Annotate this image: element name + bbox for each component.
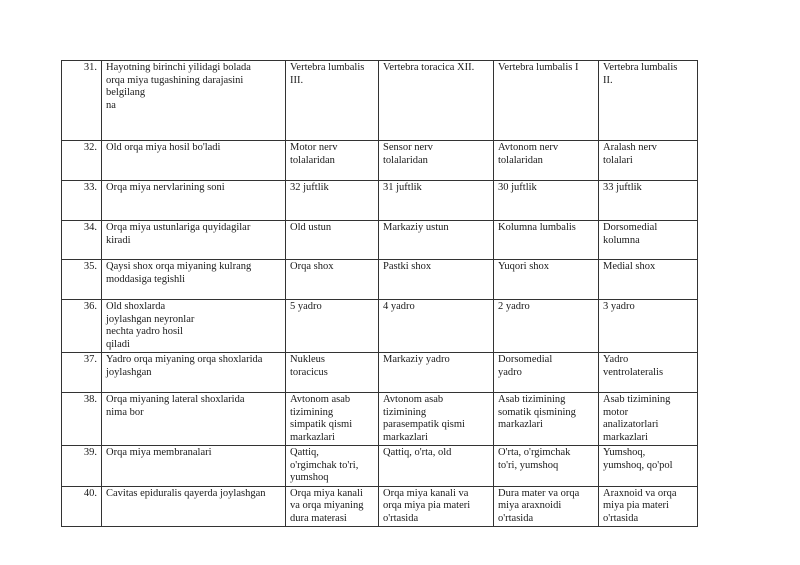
question-text: Orqa miya membranalari (102, 446, 286, 487)
option-c: Kolumna lumbalis (494, 221, 599, 260)
question-text: Old orqa miya hosil bo'ladi (102, 141, 286, 181)
option-a: 32 juftlik (286, 181, 379, 221)
option-c: 30 juftlik (494, 181, 599, 221)
option-c: 2 yadro (494, 300, 599, 353)
option-b: Vertebra toracica XII. (379, 61, 494, 141)
option-b: Sensor nerv tolalaridan (379, 141, 494, 181)
quiz-table (61, 60, 698, 527)
option-b: 4 yadro (379, 300, 494, 353)
option-c: Dorsomedial yadro (494, 353, 599, 393)
option-d: Yumshoq, yumshoq, qo'pol (599, 446, 698, 487)
question-number: 31. (62, 61, 102, 141)
question-text: Yadro orqa miyaning orqa shoxlarida joylashgan (102, 353, 286, 393)
question-number: 38. (62, 393, 102, 446)
question-number: 34. (62, 221, 102, 260)
option-a: Motor nerv tolalaridan (286, 141, 379, 181)
question-number: 35. (62, 260, 102, 300)
table-row (62, 446, 698, 487)
option-d: Yadro ventrolateralis (599, 353, 698, 393)
option-a: Orqa shox (286, 260, 379, 300)
option-c: Vertebra lumbalis I (494, 61, 599, 141)
option-d: 3 yadro (599, 300, 698, 353)
option-b: Pastki shox (379, 260, 494, 300)
option-d: Asab tizimining motor analizatorlari markazlari (599, 393, 698, 446)
option-c: Dura mater va orqa miya araxnoidi o'rtasida (494, 486, 599, 527)
table-row (62, 260, 698, 300)
option-a: Orqa miya kanali va orqa miyaning dura materasi (286, 486, 379, 527)
question-number: 32. (62, 141, 102, 181)
option-a: Vertebra lumbalis III. (286, 61, 379, 141)
option-b: Orqa miya kanali va orqa miya pia materi o'rtasida (379, 486, 494, 527)
table-row (62, 61, 698, 141)
option-d: Aralash nerv tolalari (599, 141, 698, 181)
option-c: O'rta, o'rgimchak to'ri, yumshoq (494, 446, 599, 487)
question-number: 33. (62, 181, 102, 221)
question-number: 37. (62, 353, 102, 393)
option-b: Avtonom asab tizimining parasempatik qismi markazlari (379, 393, 494, 446)
option-d: Vertebra lumbalis II. (599, 61, 698, 141)
option-a: 5 yadro (286, 300, 379, 353)
option-a: Qattiq, o'rgimchak to'ri, yumshoq (286, 446, 379, 487)
question-text: Orqa miyaning lateral shoxlarida nima bor (102, 393, 286, 446)
table-row (62, 300, 698, 353)
table-row (62, 181, 698, 221)
option-d: Dorsomedial kolumna (599, 221, 698, 260)
table-row (62, 141, 698, 181)
option-b: 31 juftlik (379, 181, 494, 221)
question-text: Hayotning birinchi yilidagi bolada orqa miya tugashining darajasini belgilang na (102, 61, 286, 141)
question-text: Orqa miya ustunlariga quyidagilar kiradi (102, 221, 286, 260)
question-number: 36. (62, 300, 102, 353)
table-row (62, 353, 698, 393)
question-text: Qaysi shox orqa miyaning kulrang moddasiga tegishli (102, 260, 286, 300)
table-row (62, 393, 698, 446)
table-row (62, 486, 698, 527)
question-text: Cavitas epiduralis qayerda joylashgan (102, 486, 286, 527)
option-d: 33 juftlik (599, 181, 698, 221)
option-a: Nukleus toracicus (286, 353, 379, 393)
question-text: Old shoxlarda joylashgan neyronlar nechta yadro hosil qiladi (102, 300, 286, 353)
option-a: Avtonom asab tizimining simpatik qismi markazlari (286, 393, 379, 446)
question-text: Orqa miya nervlarining soni (102, 181, 286, 221)
option-a: Old ustun (286, 221, 379, 260)
option-b: Qattiq, o'rta, old (379, 446, 494, 487)
option-c: Yuqori shox (494, 260, 599, 300)
option-b: Markaziy yadro (379, 353, 494, 393)
option-c: Asab tizimining somatik qismining markazlari (494, 393, 599, 446)
option-c: Avtonom nerv tolalaridan (494, 141, 599, 181)
option-d: Araxnoid va orqa miya pia materi o'rtasida (599, 486, 698, 527)
question-number: 40. (62, 486, 102, 527)
table-row (62, 221, 698, 260)
option-b: Markaziy ustun (379, 221, 494, 260)
question-number: 39. (62, 446, 102, 487)
option-d: Medial shox (599, 260, 698, 300)
